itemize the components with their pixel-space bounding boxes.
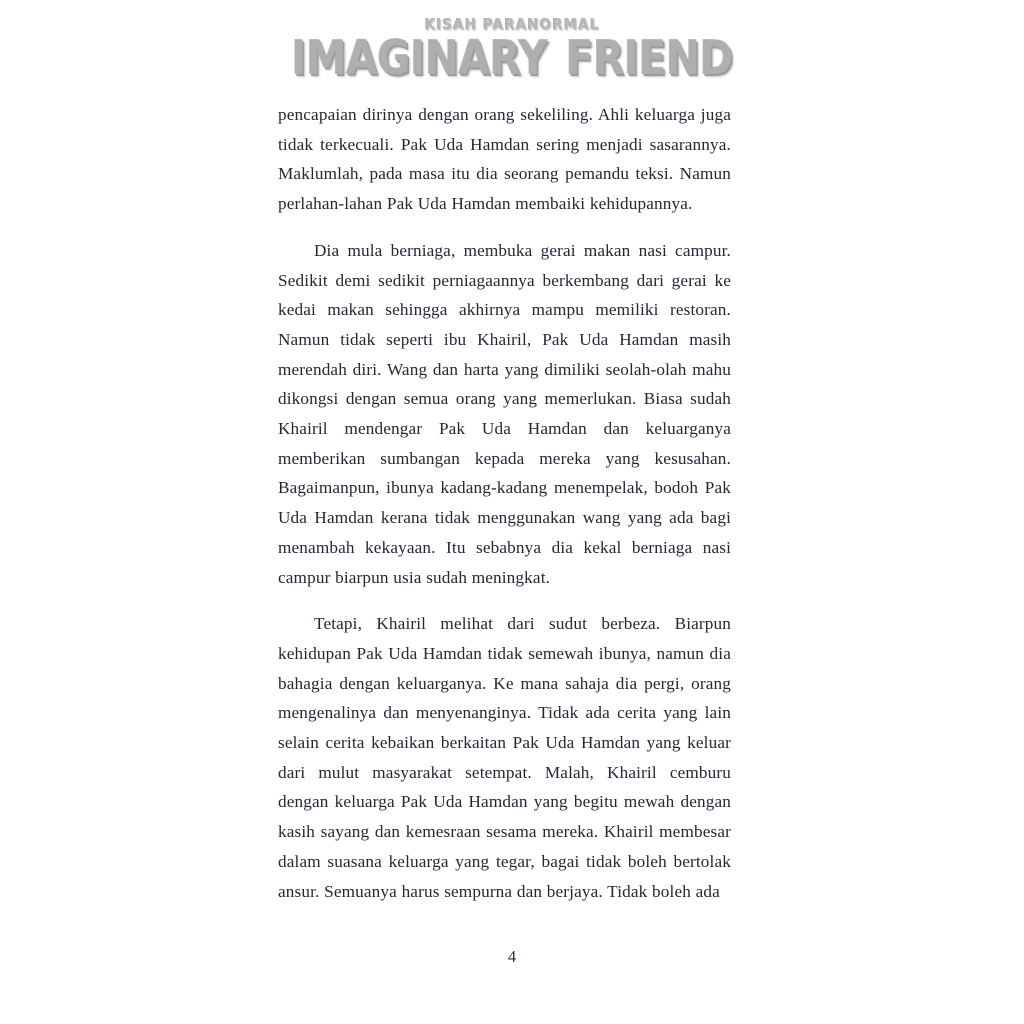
- body-text-column: [278, 100, 731, 906]
- book-title-logo: [0, 30, 1024, 86]
- book-logo-header: [0, 15, 1024, 86]
- book-title-word-imaginary: IMAGINARY: [291, 30, 548, 86]
- page-number: 4: [507, 947, 517, 966]
- paragraph-1: pencapaian dirinya dengan orang sekeliling. Ahli keluarga juga tidak terkecuali. Pak Uda Hamdan sering menjadi sasarannya. Maklumlah, pada masa itu dia seorang pemandu teksi. Namun perlahan-lahan Pak Uda Hamdan membaiki kehidupannya.: [278, 105, 731, 214]
- paragraph-2: Dia mula berniaga, membuka gerai makan nasi campur. Sedikit demi sedikit perniagaannya berkembang dari gerai ke kedai makan sehingga akhirnya mampu memiliki restoran. Namun tidak seperti ibu Khairil, Pak Uda Hamdan masih merendah diri. Wang dan harta yang dimiliki seolah-olah mahu dikongsi dengan semua orang yang memerlukan. Biasa sudah Khairil mendengar Pak Uda Hamdan dan keluarganya memberikan sumbangan kepada mereka yang kesusahan. Bagaimanpun, ibunya kadang-kadang menempelak, bodoh Pak Uda Hamdan kerana tidak menggunakan wang yang ada bagi menambah kekayaan. Itu sebabnya dia kekal berniaga nasi campur biarpun usia sudah meningkat.: [278, 240, 731, 587]
- series-kicker-text: KISAH PARANORMAL: [424, 15, 600, 34]
- book-title-word-friend: FRIEND: [565, 30, 733, 86]
- paragraph-3: Tetapi, Khairil melihat dari sudut berbeza. Biarpun kehidupan Pak Uda Hamdan tidak semewah ibunya, namun dia bahagia dengan keluarganya. Ke mana sahaja dia pergi, orang mengenalinya dan menyenanginya. Tidak ada cerita yang lain selain cerita kebaikan berkaitan Pak Uda Hamdan yang keluar dari mulut masyarakat setempat. Malah, Khairil cemburu dengan keluarga Pak Uda Hamdan yang begitu mewah dengan kasih sayang dan kemesraan sesama mereka. Khairil membesar dalam suasana keluarga yang tegar, bagai tidak boleh bertolak ansur. Semuanya harus sempurna dan berjaya. Tidak boleh ada: [278, 614, 731, 901]
